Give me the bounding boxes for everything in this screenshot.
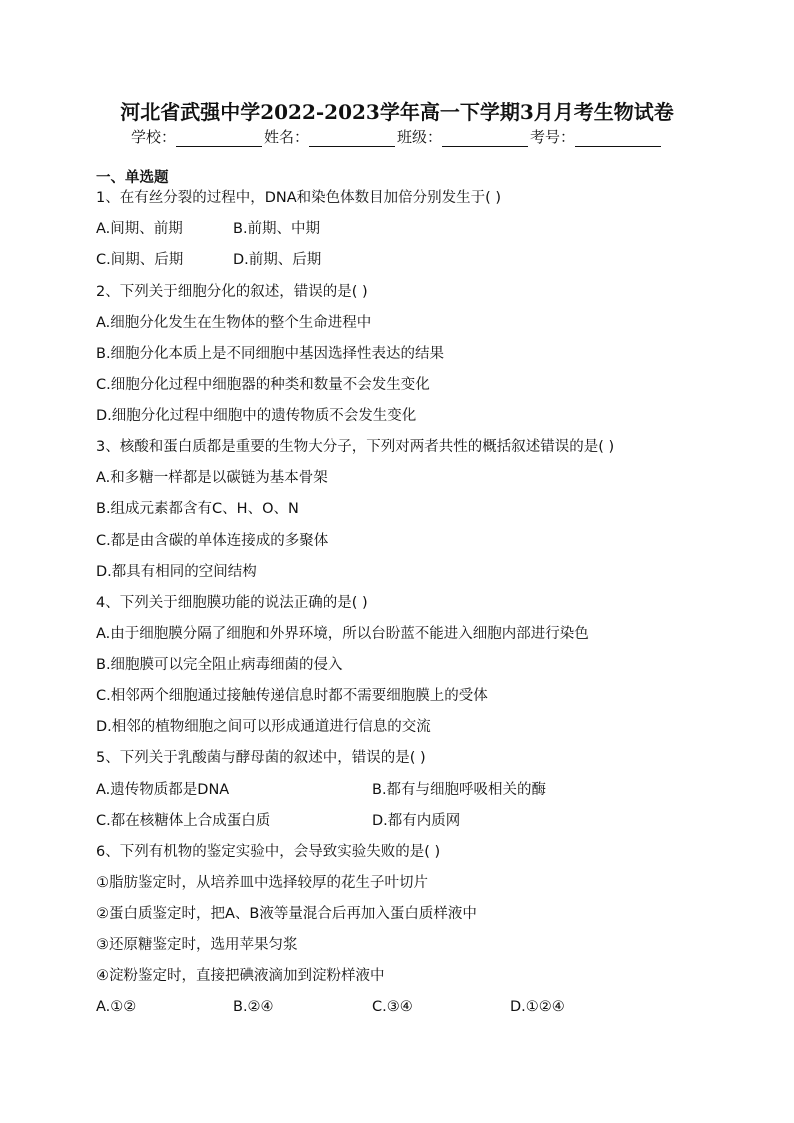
option-b: B.前期、中期 xyxy=(233,221,321,237)
statement-2: ②蛋白质鉴定时，把A、B液等量混合后再加入蛋白质样液中 xyxy=(96,906,477,922)
option-b: B.都有与细胞呼吸相关的酶 xyxy=(372,782,547,798)
option-a: A.①② xyxy=(96,999,137,1015)
section-heading: 一、单选题 xyxy=(96,170,169,186)
option-d: D.细胞分化过程中细胞中的遗传物质不会发生变化 xyxy=(96,408,417,424)
option-d: D.都具有相同的空间结构 xyxy=(96,564,257,580)
option-a: A.细胞分化发生在生物体的整个生命进程中 xyxy=(96,315,372,331)
name-label: 姓名： xyxy=(263,128,309,146)
option-d: D.都有内质网 xyxy=(372,813,461,829)
option-c: C.相邻两个细胞通过接触传递信息时都不需要细胞膜上的受体 xyxy=(96,688,488,704)
number-blank[interactable] xyxy=(575,132,661,147)
statement-3: ③还原糖鉴定时，选用苹果匀浆 xyxy=(96,937,298,953)
option-c: C.都在核糖体上合成蛋白质 xyxy=(96,813,271,829)
question-6-stem: 6、下列有机物的鉴定实验中，会导致实验失败的是( ) xyxy=(96,844,441,860)
class-blank[interactable] xyxy=(442,132,528,147)
number-label: 考号： xyxy=(530,128,576,146)
question-4-stem: 4、下列关于细胞膜功能的说法正确的是( ) xyxy=(96,595,368,611)
student-info-row xyxy=(0,126,794,147)
statement-1: ①脂肪鉴定时，从培养皿中选择较厚的花生子叶切片 xyxy=(96,875,428,891)
option-a: A.间期、前期 xyxy=(96,221,183,237)
class-label: 班级： xyxy=(397,128,443,146)
option-a: A.和多糖一样都是以碳链为基本骨架 xyxy=(96,470,328,486)
option-d: D.①②④ xyxy=(510,999,565,1015)
school-blank[interactable] xyxy=(176,132,262,147)
statement-4: ④淀粉鉴定时，直接把碘液滴加到淀粉样液中 xyxy=(96,968,385,984)
option-b: B.组成元素都含有C、H、O、N xyxy=(96,501,299,517)
option-b: B.细胞分化本质上是不同细胞中基因选择性表达的结果 xyxy=(96,346,445,362)
exam-title: 河北省武强中学2022-2023学年高一下学期3月月考生物试卷 xyxy=(120,100,674,124)
option-a: A.遗传物质都是DNA xyxy=(96,782,230,798)
question-3-stem: 3、核酸和蛋白质都是重要的生物大分子，下列对两者共性的概括叙述错误的是( ) xyxy=(96,439,615,455)
question-5-stem: 5、下列关于乳酸菌与酵母菌的叙述中，错误的是( ) xyxy=(96,750,426,766)
option-b: B.细胞膜可以完全阻止病毒细菌的侵入 xyxy=(96,657,343,673)
option-d: D.相邻的植物细胞之间可以形成通道进行信息的交流 xyxy=(96,719,431,735)
option-c: C.间期、后期 xyxy=(96,252,184,268)
option-a: A.由于细胞膜分隔了细胞和外界环境，所以台盼蓝不能进入细胞内部进行染色 xyxy=(96,626,589,642)
option-b: B.②④ xyxy=(233,999,274,1015)
option-c: C.都是由含碳的单体连接成的多聚体 xyxy=(96,533,329,549)
option-d: D.前期、后期 xyxy=(233,252,322,268)
option-c: C.③④ xyxy=(372,999,413,1015)
name-blank[interactable] xyxy=(309,132,395,147)
school-label: 学校： xyxy=(130,128,176,146)
question-1-stem: 1、在有丝分裂的过程中，DNA和染色体数目加倍分别发生于( ) xyxy=(96,190,502,206)
question-2-stem: 2、下列关于细胞分化的叙述，错误的是( ) xyxy=(96,284,368,300)
option-c: C.细胞分化过程中细胞器的种类和数量不会发生变化 xyxy=(96,377,430,393)
